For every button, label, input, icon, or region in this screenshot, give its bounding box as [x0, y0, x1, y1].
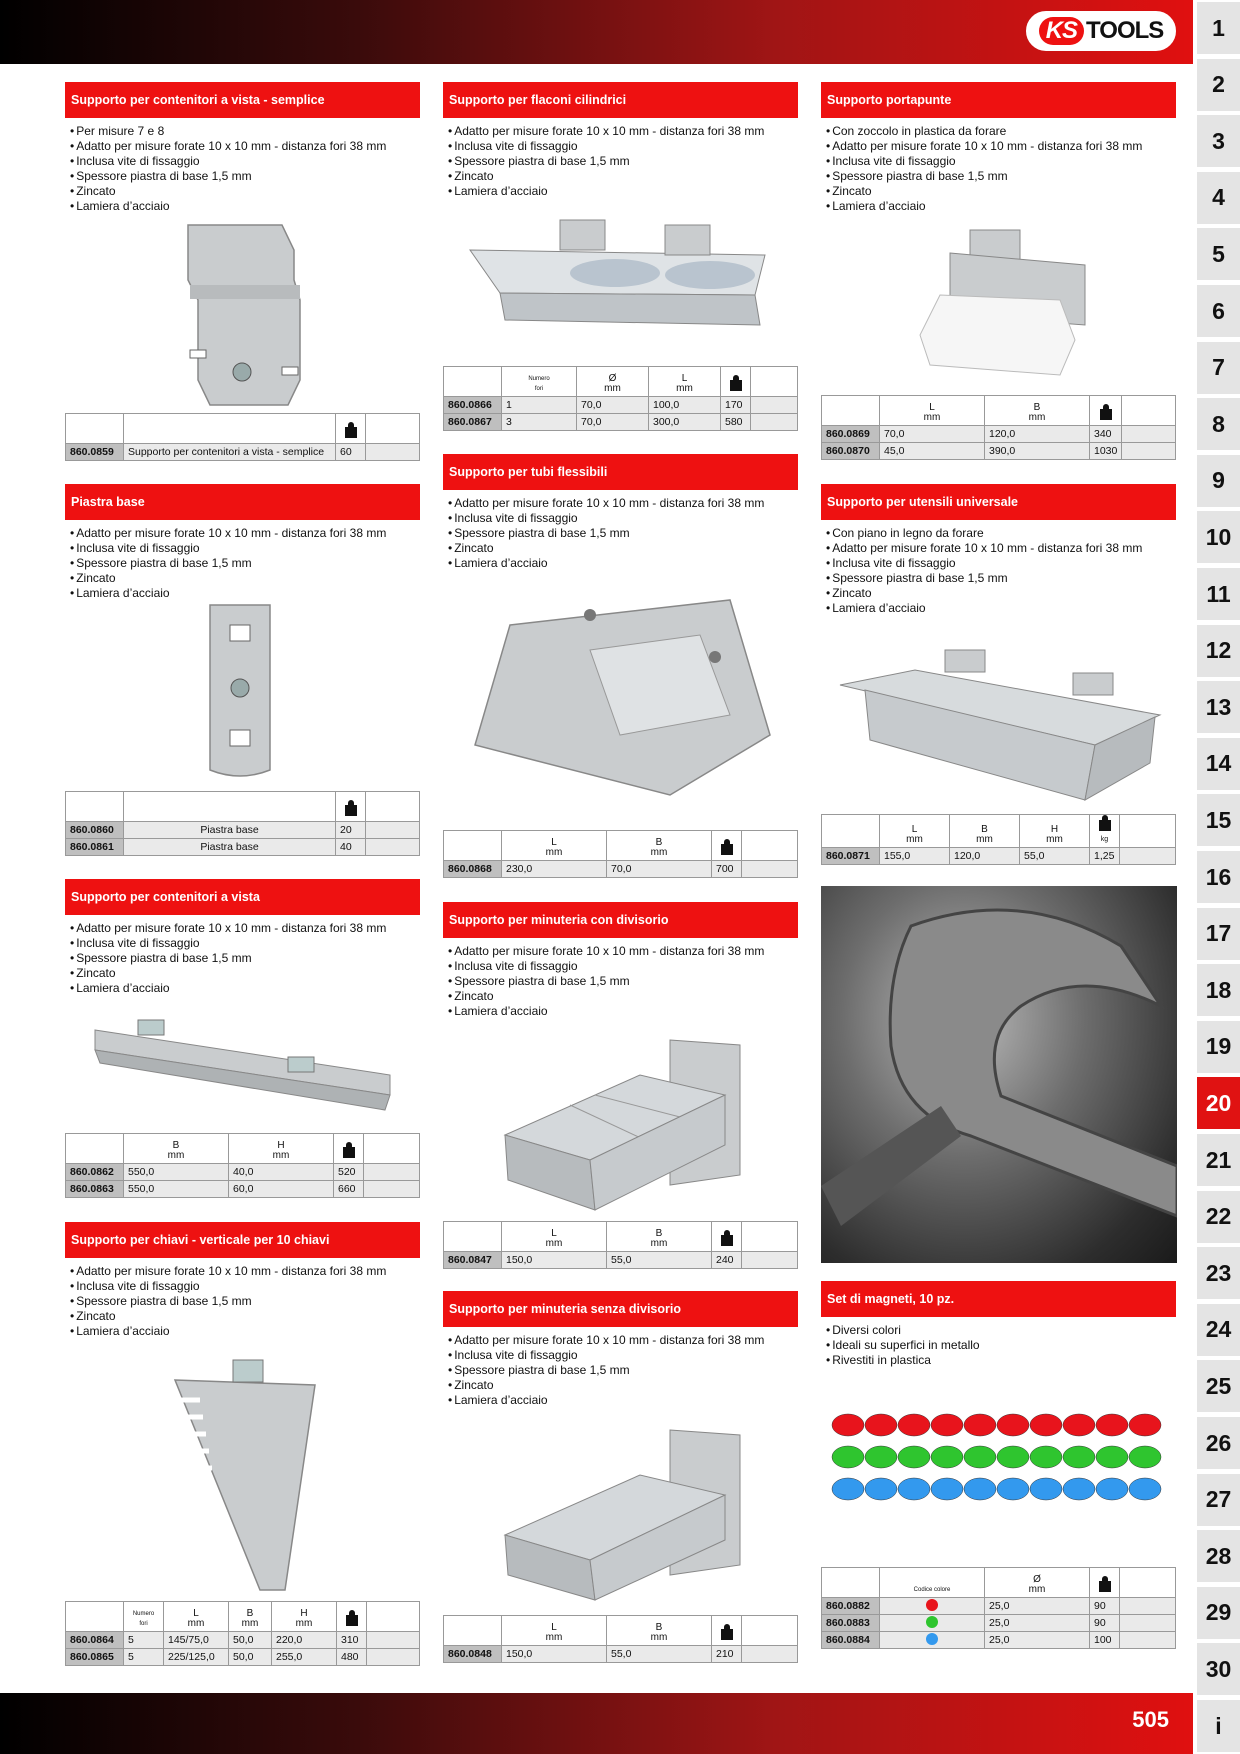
section-s5: [443, 82, 798, 199]
table-cell: 1,25: [1090, 848, 1120, 865]
magnet: [865, 1446, 897, 1468]
section-s11: [821, 1281, 1176, 1368]
section-title: Supporto per minuteria con divisorio: [443, 902, 798, 938]
feature-item: • Spessore piastra di base 1,5 mm: [826, 571, 1176, 586]
feature-item: • Spessore piastra di base 1,5 mm: [70, 169, 420, 184]
spec-table-s2: [65, 791, 420, 856]
table-row: [822, 426, 1176, 443]
spec-table-s1: [65, 413, 420, 461]
magnet: [1030, 1446, 1062, 1468]
feature-item: • Zincato: [448, 541, 798, 556]
table-cell: 100: [1090, 1632, 1120, 1649]
table-cell: Supporto per contenitori a vista - semplice: [124, 444, 336, 461]
weight-icon: [729, 375, 743, 391]
chapter-tab-15[interactable]: 15: [1197, 794, 1240, 846]
feature-item: • Lamiera d’acciaio: [448, 184, 798, 199]
table-cell: 20: [336, 822, 366, 839]
table-row: [66, 822, 420, 839]
table-cell: 60,0: [229, 1181, 334, 1198]
feature-item: • Adatto per misure forate 10 x 10 mm - distanza fori 38 mm: [70, 921, 420, 936]
feature-item: • Spessore piastra di base 1,5 mm: [826, 169, 1176, 184]
article-code: 860.0867: [444, 414, 502, 431]
magnet: [997, 1446, 1029, 1468]
table-row: [822, 443, 1176, 460]
feature-item: • Adatto per misure forate 10 x 10 mm - distanza fori 38 mm: [70, 526, 420, 541]
table-cell: [880, 1615, 985, 1632]
feature-item: • Zincato: [448, 989, 798, 1004]
chapter-tab-11[interactable]: 11: [1197, 568, 1240, 620]
article-code: 860.0847: [444, 1252, 502, 1269]
magnet: [964, 1414, 996, 1436]
section-title: Supporto portapunte: [821, 82, 1176, 118]
footer-bar: [0, 1693, 1193, 1754]
feature-item: • Inclusa vite di fissaggio: [70, 154, 420, 169]
table-cell: 225/125,0: [164, 1649, 229, 1666]
table-cell: 100,0: [649, 397, 721, 414]
product-image-860-0871: [835, 645, 1165, 805]
chapter-tab-6[interactable]: 6: [1197, 285, 1240, 337]
feature-item: • Adatto per misure forate 10 x 10 mm - distanza fori 38 mm: [448, 944, 798, 959]
section-title: Piastra base: [65, 484, 420, 520]
feature-item: • Lamiera d’acciaio: [448, 1004, 798, 1019]
spec-table-s3: B mm H mm 860.0862 550,0 40,0 520 860.0863 550,0 60,0 660: [65, 1133, 420, 1198]
article-code: 860.0848: [444, 1646, 502, 1663]
feature-item: • Inclusa vite di fissaggio: [448, 511, 798, 526]
spec-table-s9: L mm B mm 860.0869 70,0 120,0 340 860.0870 45,0 390,0 1030: [821, 395, 1176, 460]
feature-item: • Spessore piastra di base 1,5 mm: [70, 556, 420, 571]
magnet: [964, 1446, 996, 1468]
section-title: Supporto per tubi flessibili: [443, 454, 798, 490]
section-title: Supporto per minuteria senza divisorio: [443, 1291, 798, 1327]
table-cell: 5: [124, 1632, 164, 1649]
table-cell: 40: [336, 839, 366, 856]
chapter-tab-i[interactable]: i: [1197, 1700, 1240, 1752]
chapter-tab-1[interactable]: 1: [1197, 2, 1240, 54]
feature-item: • Inclusa vite di fissaggio: [826, 556, 1176, 571]
chapter-tabs: [1197, 0, 1240, 1754]
feature-list: [821, 124, 1176, 214]
chapter-tab-26[interactable]: 26: [1197, 1417, 1240, 1469]
article-code: 860.0870: [822, 443, 880, 460]
feature-item: • Diversi colori: [826, 1323, 1176, 1338]
weight-icon: [345, 1610, 359, 1626]
feature-item: • Lamiera d’acciaio: [826, 601, 1176, 616]
magnet: [931, 1478, 963, 1500]
table-cell: 3: [502, 414, 577, 431]
chapter-tab-9[interactable]: 9: [1197, 455, 1240, 507]
article-code: 860.0865: [66, 1649, 124, 1666]
feature-item: • Spessore piastra di base 1,5 mm: [70, 951, 420, 966]
chapter-tab-17[interactable]: 17: [1197, 908, 1240, 960]
section-title: Supporto per chiavi - verticale per 10 chiavi: [65, 1222, 420, 1258]
table-cell: 340: [1090, 426, 1122, 443]
table-row: [444, 1252, 798, 1269]
page-number: 505: [1132, 1707, 1169, 1732]
magnet: [865, 1478, 897, 1500]
wrench-photo: [821, 886, 1177, 1263]
feature-item: • Inclusa vite di fissaggio: [448, 959, 798, 974]
chapter-tab-14[interactable]: 14: [1197, 738, 1240, 790]
feature-item: • Adatto per misure forate 10 x 10 mm - distanza fori 38 mm: [70, 139, 420, 154]
chapter-tab-12[interactable]: 12: [1197, 625, 1240, 677]
weight-icon: [720, 839, 734, 855]
feature-item: • Lamiera d’acciaio: [70, 199, 420, 214]
product-image-860-0869: [910, 225, 1090, 385]
magnet: [898, 1478, 930, 1500]
feature-item: • Adatto per misure forate 10 x 10 mm - distanza fori 38 mm: [826, 541, 1176, 556]
table-cell: 120,0: [950, 848, 1020, 865]
table-cell: 25,0: [985, 1598, 1090, 1615]
feature-item: • Spessore piastra di base 1,5 mm: [448, 526, 798, 541]
ks-tools-logo: [1026, 11, 1176, 51]
table-cell: 25,0: [985, 1632, 1090, 1649]
feature-item: • Zincato: [826, 586, 1176, 601]
table-cell: 155,0: [880, 848, 950, 865]
product-image-860-0862: [90, 1015, 395, 1125]
table-row: [66, 1181, 420, 1198]
article-code: 860.0871: [822, 848, 880, 865]
spec-table-s11: Codice colore Ø mm 860.0882 25,0 90 860.0883 25,0 90 860.0884 25,0 100: [821, 1567, 1176, 1649]
section-s8: [443, 1291, 798, 1408]
feature-list: [65, 526, 420, 601]
article-code: 860.0864: [66, 1632, 124, 1649]
header-bar: [0, 0, 1193, 64]
feature-item: • Lamiera d’acciaio: [70, 981, 420, 996]
table-cell: [880, 1632, 985, 1649]
magnet: [1129, 1478, 1161, 1500]
table-cell: 300,0: [649, 414, 721, 431]
section-s3: [65, 879, 420, 996]
feature-item: • Zincato: [70, 571, 420, 586]
magnet: [865, 1414, 897, 1436]
feature-item: • Lamiera d’acciaio: [826, 199, 1176, 214]
weight-icon: [344, 422, 358, 438]
table-row: [66, 839, 420, 856]
chapter-tab-20[interactable]: 20: [1197, 1077, 1240, 1129]
magnet: [898, 1414, 930, 1436]
magnet: [1096, 1414, 1128, 1436]
chapter-tab-16[interactable]: 16: [1197, 851, 1240, 903]
color-dot: [926, 1616, 938, 1628]
magnet: [997, 1478, 1029, 1500]
feature-list: [443, 124, 798, 199]
feature-item: • Zincato: [826, 184, 1176, 199]
feature-item: • Ideali su superfici in metallo: [826, 1338, 1176, 1353]
logo-ks: KS: [1039, 17, 1084, 45]
section-s2: [65, 484, 420, 601]
section-title: Supporto per utensili universale: [821, 484, 1176, 520]
product-image-860-0860: [190, 600, 290, 780]
table-row: [66, 444, 420, 461]
feature-item: • Spessore piastra di base 1,5 mm: [448, 154, 798, 169]
table-cell: 700: [712, 861, 742, 878]
chapter-tab-8[interactable]: 8: [1197, 398, 1240, 450]
article-code: 860.0883: [822, 1615, 880, 1632]
feature-item: • Adatto per misure forate 10 x 10 mm - distanza fori 38 mm: [448, 124, 798, 139]
chapter-tab-5[interactable]: 5: [1197, 228, 1240, 280]
magnet: [1096, 1478, 1128, 1500]
table-cell: Piastra base: [124, 822, 336, 839]
table-row: [444, 414, 798, 431]
feature-item: • Rivestiti in plastica: [826, 1353, 1176, 1368]
spec-table-s10: L mm B mm H mm kg 860.0871 155,0 120,0 55,0 1,25: [821, 814, 1176, 865]
table-cell: 50,0: [229, 1649, 272, 1666]
table-row: [822, 1598, 1176, 1615]
table-cell: 210: [712, 1646, 742, 1663]
article-code: 860.0861: [66, 839, 124, 856]
magnet: [832, 1446, 864, 1468]
product-image-860-0866: [465, 215, 775, 345]
table-row: [444, 1646, 798, 1663]
magnet: [931, 1446, 963, 1468]
magnet: [1030, 1414, 1062, 1436]
feature-list: [443, 944, 798, 1019]
magnet: [1063, 1414, 1095, 1436]
magnet: [997, 1414, 1029, 1436]
feature-item: • Spessore piastra di base 1,5 mm: [448, 1363, 798, 1378]
article-code: 860.0863: [66, 1181, 124, 1198]
feature-item: • Lamiera d’acciaio: [448, 1393, 798, 1408]
table-cell: 230,0: [502, 861, 607, 878]
feature-item: • Lamiera d’acciaio: [70, 586, 420, 601]
article-code: 860.0866: [444, 397, 502, 414]
table-cell: 70,0: [880, 426, 985, 443]
chapter-tab-29[interactable]: 29: [1197, 1587, 1240, 1639]
chapter-tab-7[interactable]: 7: [1197, 342, 1240, 394]
table-cell: 55,0: [607, 1646, 712, 1663]
table-cell: 25,0: [985, 1615, 1090, 1632]
chapter-tab-3[interactable]: 3: [1197, 115, 1240, 167]
feature-item: • Inclusa vite di fissaggio: [70, 1279, 420, 1294]
spec-table-s6: L mm B mm 860.0868 230,0 70,0 700: [443, 830, 798, 878]
weight-icon: [1098, 1576, 1112, 1592]
feature-item: • Per misure 7 e 8: [70, 124, 420, 139]
table-cell: 90: [1090, 1598, 1120, 1615]
feature-list: [443, 496, 798, 571]
article-code: 860.0868: [444, 861, 502, 878]
table-cell: 120,0: [985, 426, 1090, 443]
chapter-tab-10[interactable]: 10: [1197, 511, 1240, 563]
table-cell: 40,0: [229, 1164, 334, 1181]
article-code: 860.0882: [822, 1598, 880, 1615]
chapter-tab-27[interactable]: 27: [1197, 1474, 1240, 1526]
table-cell: 45,0: [880, 443, 985, 460]
table-cell: 60: [336, 444, 366, 461]
feature-item: • Adatto per misure forate 10 x 10 mm - distanza fori 38 mm: [448, 1333, 798, 1348]
chapter-tab-30[interactable]: 30: [1197, 1643, 1240, 1695]
magnet: [832, 1414, 864, 1436]
feature-item: • Adatto per misure forate 10 x 10 mm - distanza fori 38 mm: [70, 1264, 420, 1279]
table-cell: 55,0: [1020, 848, 1090, 865]
article-code: 860.0860: [66, 822, 124, 839]
feature-list: [65, 124, 420, 214]
magnet: [1129, 1446, 1161, 1468]
feature-item: • Lamiera d’acciaio: [448, 556, 798, 571]
magnet: [1063, 1478, 1095, 1500]
feature-item: • Adatto per misure forate 10 x 10 mm - distanza fori 38 mm: [448, 496, 798, 511]
feature-item: • Inclusa vite di fissaggio: [448, 1348, 798, 1363]
feature-item: • Con piano in legno da forare: [826, 526, 1176, 541]
magnet: [898, 1446, 930, 1468]
chapter-tab-22[interactable]: 22: [1197, 1191, 1240, 1243]
table-cell: 70,0: [577, 414, 649, 431]
section-title: Supporto per contenitori a vista - semplice: [65, 82, 420, 118]
magnet: [1096, 1446, 1128, 1468]
section-s7: [443, 902, 798, 1019]
chapter-tab-21[interactable]: 21: [1197, 1134, 1240, 1186]
table-cell: 90: [1090, 1615, 1120, 1632]
table-cell: 255,0: [272, 1649, 337, 1666]
table-cell: 520: [334, 1164, 364, 1181]
section-title: Supporto per flaconi cilindrici: [443, 82, 798, 118]
table-cell: 5: [124, 1649, 164, 1666]
spec-table-s5: Numero fori Ø mm L mm 860.0866 1 70,0 100,0 170 860.0867 3 70,0 300,0 580: [443, 366, 798, 431]
product-image-860-0848: [500, 1425, 745, 1605]
feature-item: • Spessore piastra di base 1,5 mm: [448, 974, 798, 989]
article-code: 860.0862: [66, 1164, 124, 1181]
article-code: 860.0859: [66, 444, 124, 461]
feature-item: • Zincato: [448, 169, 798, 184]
section-title: Set di magneti, 10 pz.: [821, 1281, 1176, 1317]
table-cell: 660: [334, 1181, 364, 1198]
section-s4: [65, 1222, 420, 1339]
chapter-tab-25[interactable]: 25: [1197, 1360, 1240, 1412]
magnets-image: [828, 1410, 1168, 1510]
product-image-860-0864: [165, 1355, 325, 1595]
feature-item: • Inclusa vite di fissaggio: [70, 541, 420, 556]
color-dot: [926, 1633, 938, 1645]
table-cell: 150,0: [502, 1252, 607, 1269]
chapter-tab-23[interactable]: 23: [1197, 1247, 1240, 1299]
feature-item: • Zincato: [70, 184, 420, 199]
color-dot: [926, 1599, 938, 1611]
magnet: [1129, 1414, 1161, 1436]
weight-icon: [1098, 815, 1112, 831]
spec-table-s7: L mm B mm 860.0847 150,0 55,0 240: [443, 1221, 798, 1269]
magnet: [1063, 1446, 1095, 1468]
feature-item: • Lamiera d’acciaio: [70, 1324, 420, 1339]
table-cell: 550,0: [124, 1181, 229, 1198]
feature-list: [65, 921, 420, 996]
feature-item: • Zincato: [70, 1309, 420, 1324]
product-image-860-0859: [170, 220, 320, 410]
chapter-tab-18[interactable]: 18: [1197, 964, 1240, 1016]
table-cell: 220,0: [272, 1632, 337, 1649]
weight-icon: [1099, 404, 1113, 420]
article-code: 860.0884: [822, 1632, 880, 1649]
table-cell: 480: [337, 1649, 367, 1666]
table-row: [66, 1164, 420, 1181]
table-cell: 580: [721, 414, 751, 431]
feature-item: • Inclusa vite di fissaggio: [70, 936, 420, 951]
table-row: [822, 1632, 1176, 1649]
feature-list: [821, 526, 1176, 616]
magnet: [1030, 1478, 1062, 1500]
feature-item: • Con zoccolo in plastica da forare: [826, 124, 1176, 139]
chapter-tab-4[interactable]: 4: [1197, 172, 1240, 224]
magnet: [832, 1478, 864, 1500]
table-cell: 70,0: [577, 397, 649, 414]
chapter-tab-13[interactable]: 13: [1197, 681, 1240, 733]
table-cell: 170: [721, 397, 751, 414]
chapter-tab-19[interactable]: 19: [1197, 1021, 1240, 1073]
chapter-tab-28[interactable]: 28: [1197, 1530, 1240, 1582]
table-cell: 145/75,0: [164, 1632, 229, 1649]
feature-item: • Zincato: [70, 966, 420, 981]
section-s10: [821, 484, 1176, 616]
feature-item: • Spessore piastra di base 1,5 mm: [70, 1294, 420, 1309]
table-cell: Piastra base: [124, 839, 336, 856]
table-cell: 70,0: [607, 861, 712, 878]
table-cell: 390,0: [985, 443, 1090, 460]
table-row: [444, 397, 798, 414]
table-cell: 550,0: [124, 1164, 229, 1181]
table-cell: 240: [712, 1252, 742, 1269]
product-image-860-0847: [500, 1035, 745, 1215]
logo-tools: TOOLS: [1086, 17, 1164, 44]
table-cell: 1030: [1090, 443, 1122, 460]
feature-item: • Adatto per misure forate 10 x 10 mm - distanza fori 38 mm: [826, 139, 1176, 154]
section-title: Supporto per contenitori a vista: [65, 879, 420, 915]
magnet: [964, 1478, 996, 1500]
table-cell: 50,0: [229, 1632, 272, 1649]
feature-list: [65, 1264, 420, 1339]
table-row: [66, 1632, 420, 1649]
table-row: [822, 1615, 1176, 1632]
table-cell: 55,0: [607, 1252, 712, 1269]
feature-list: [821, 1323, 1176, 1368]
feature-list: [443, 1333, 798, 1408]
section-s1: [65, 82, 420, 214]
feature-item: • Zincato: [448, 1378, 798, 1393]
weight-icon: [342, 1142, 356, 1158]
spec-table-s4: Numero fori L mm B mm H mm 860.0864 5 145/75,0 50,0 220,0 310 860.0865 5 225/125,0 50,0 255,0 480: [65, 1601, 420, 1666]
weight-icon: [344, 800, 358, 816]
table-cell: 1: [502, 397, 577, 414]
magnet: [931, 1414, 963, 1436]
feature-item: • Inclusa vite di fissaggio: [826, 154, 1176, 169]
feature-item: • Inclusa vite di fissaggio: [448, 139, 798, 154]
section-s6: [443, 454, 798, 571]
article-code: 860.0869: [822, 426, 880, 443]
table-cell: [880, 1598, 985, 1615]
chapter-tab-24[interactable]: 24: [1197, 1304, 1240, 1356]
table-row: [66, 1649, 420, 1666]
table-cell: 150,0: [502, 1646, 607, 1663]
table-row: [822, 848, 1176, 865]
section-s9: [821, 82, 1176, 214]
spec-table-s8: L mm B mm 860.0848 150,0 55,0 210: [443, 1615, 798, 1663]
table-row: [444, 861, 798, 878]
product-image-860-0868: [470, 595, 775, 805]
weight-icon: [720, 1230, 734, 1246]
weight-icon: [720, 1624, 734, 1640]
chapter-tab-2[interactable]: 2: [1197, 59, 1240, 111]
table-cell: 310: [337, 1632, 367, 1649]
